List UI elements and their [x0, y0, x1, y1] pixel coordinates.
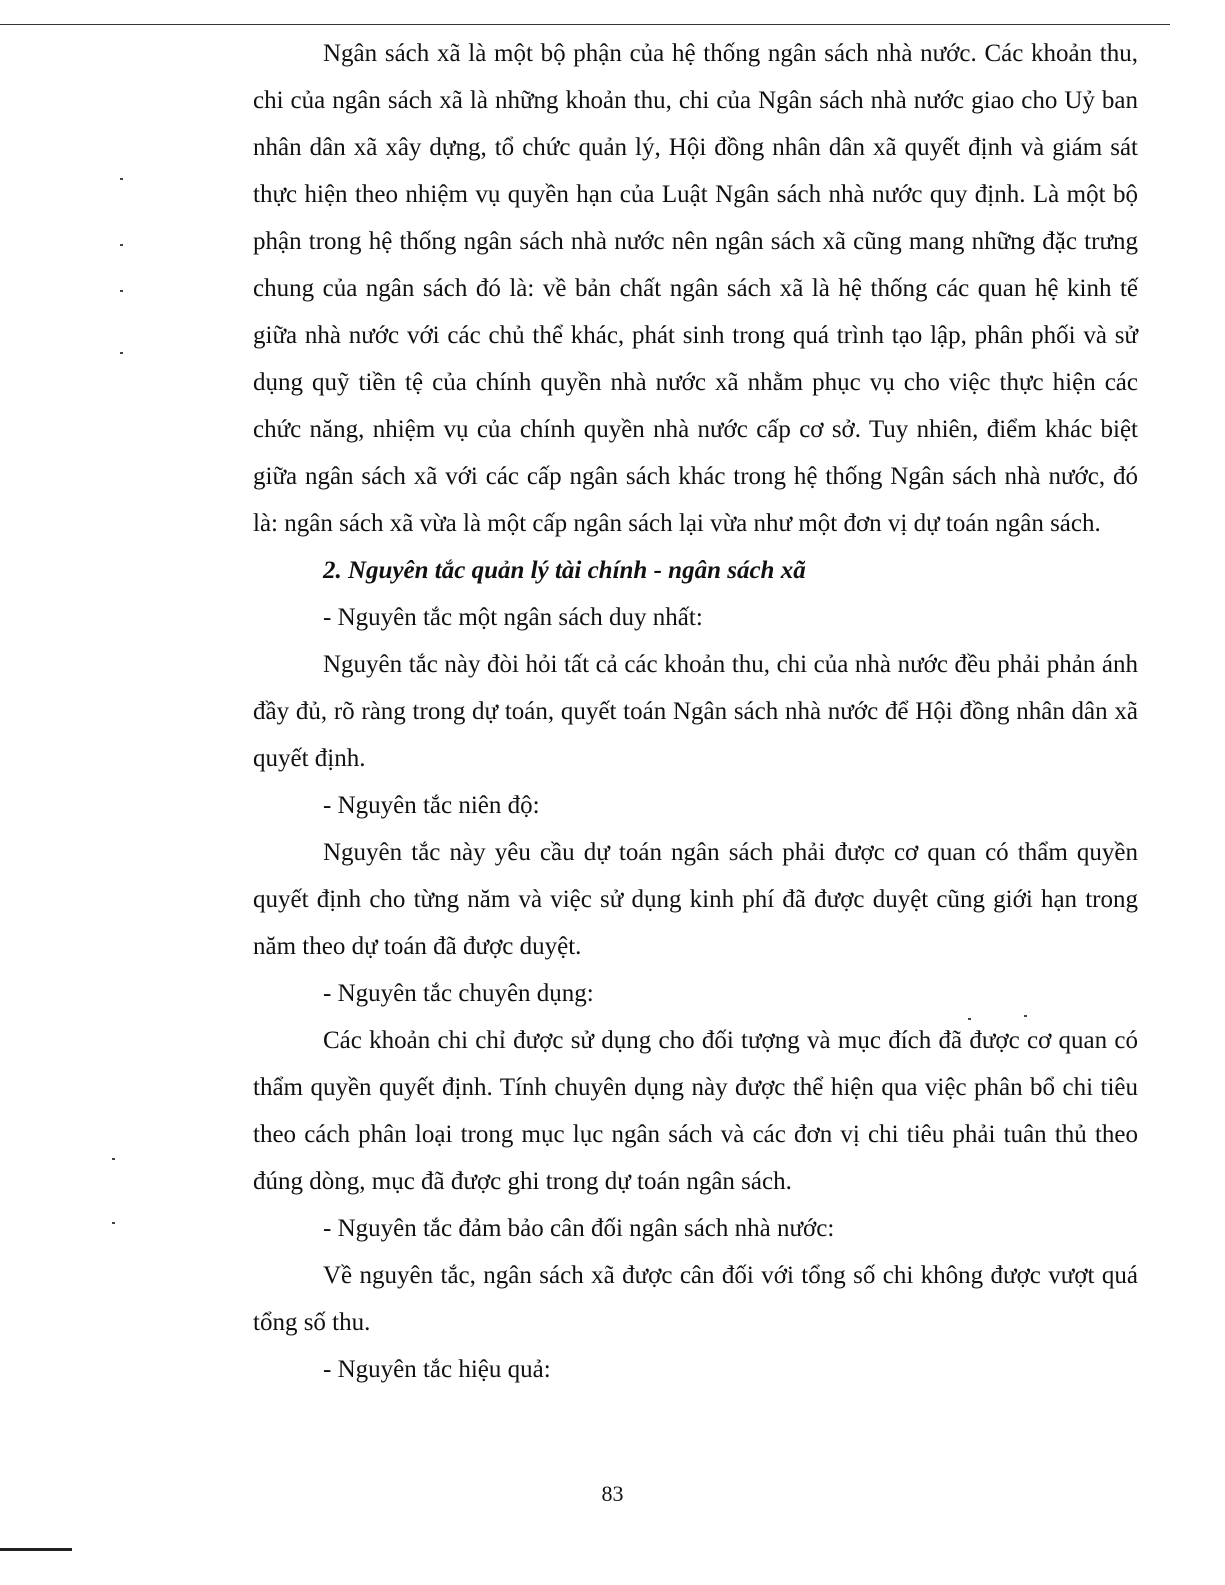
scan-speck [968, 1018, 971, 1020]
principle-balance: - Nguyên tắc đảm bảo cân đối ngân sách nhà nước: [323, 1215, 835, 1242]
principle-efficiency: - Nguyên tắc hiệu quả: [323, 1356, 551, 1383]
scan-speck [120, 244, 123, 246]
scan-speck [1024, 1015, 1027, 1017]
scan-speck [120, 178, 123, 180]
principle-specific-use: - Nguyên tắc chuyên dụng: [323, 980, 594, 1007]
scan-speck [120, 352, 123, 354]
principle-single-budget: - Nguyên tắc một ngân sách duy nhất: [323, 604, 703, 631]
section-heading: 2. Nguyên tắc quản lý tài chính - ngân sách xã [323, 557, 806, 584]
paragraph-budget-definition: Ngân sách xã là một bộ phận của hệ thống ngân sách nhà nước. Các khoản thu, chi của ngân sách xã là những khoản thu, chi của Ngân sách nhà nước giao cho Uỷ ban nhân dân xã xây dựng, tổ chức quản lý, Hội đồng nhân dân xã quyết định và giám sát thực hiện theo nhiệm vụ quyền hạn của Luật Ngân sách nhà nước quy định. Là một bộ phận trong hệ thống ngân sách nhà nước nên ngân sách xã cũng mang những đặc trưng chung của ngân sách đó là: về bản chất ngân sách xã là hệ thống các quan hệ kinh tế giữa nhà nước với các chủ thể khác, phát sinh trong quá trình tạo lập, phân phối và sử dụng quỹ tiền tệ của chính quyền nhà nước xã nhằm phục vụ cho việc thực hiện các chức năng, nhiệm vụ của chính quyền nhà nước cấp cơ sở. Tuy nhiên, điểm khác biệt giữa ngân sách xã với các cấp ngân sách khác trong hệ thống Ngân sách nhà nước, đó là: ngân sách xã vừa là một cấp ngân sách lại vừa như một đơn vị dự toán ngân sách. [253, 40, 1138, 537]
paragraph-single-budget: Nguyên tắc này đòi hỏi tất cả các khoản thu, chi của nhà nước đều phải phản ánh đầy đủ, rõ ràng trong dự toán, quyết toán Ngân sách nhà nước để Hội đồng nhân dân xã quyết định. [253, 651, 1138, 772]
scan-speck [120, 290, 123, 292]
paragraph-balance: Về nguyên tắc, ngân sách xã được cân đối với tổng số chi không được vượt quá tổng số thu. [253, 1262, 1138, 1336]
page-number: 83 [601, 1481, 624, 1506]
bottom-rule [0, 1548, 72, 1551]
scan-speck [112, 1158, 115, 1160]
principle-fiscal-year: - Nguyên tắc niên độ: [323, 792, 540, 819]
paragraph-specific-use: Các khoản chi chỉ được sử dụng cho đối tượng và mục đích đã được cơ quan có thẩm quyền quyết định. Tính chuyên dụng này được thể hiện qua việc phân bổ chi tiêu theo cách phân loại trong mục lục ngân sách và các đơn vị chi tiêu phải tuân thủ theo đúng dòng, mục đã được ghi trong dự toán ngân sách. [253, 1027, 1138, 1195]
paragraph-fiscal-year: Nguyên tắc này yêu cầu dự toán ngân sách phải được cơ quan có thẩm quyền quyết định cho từng năm và việc sử dụng kinh phí đã được duyệt cũng giới hạn trong năm theo dự toán đã được duyệt. [253, 839, 1138, 960]
document-page [253, 30, 1138, 1393]
scan-speck [112, 1222, 115, 1224]
top-rule [0, 24, 1170, 25]
